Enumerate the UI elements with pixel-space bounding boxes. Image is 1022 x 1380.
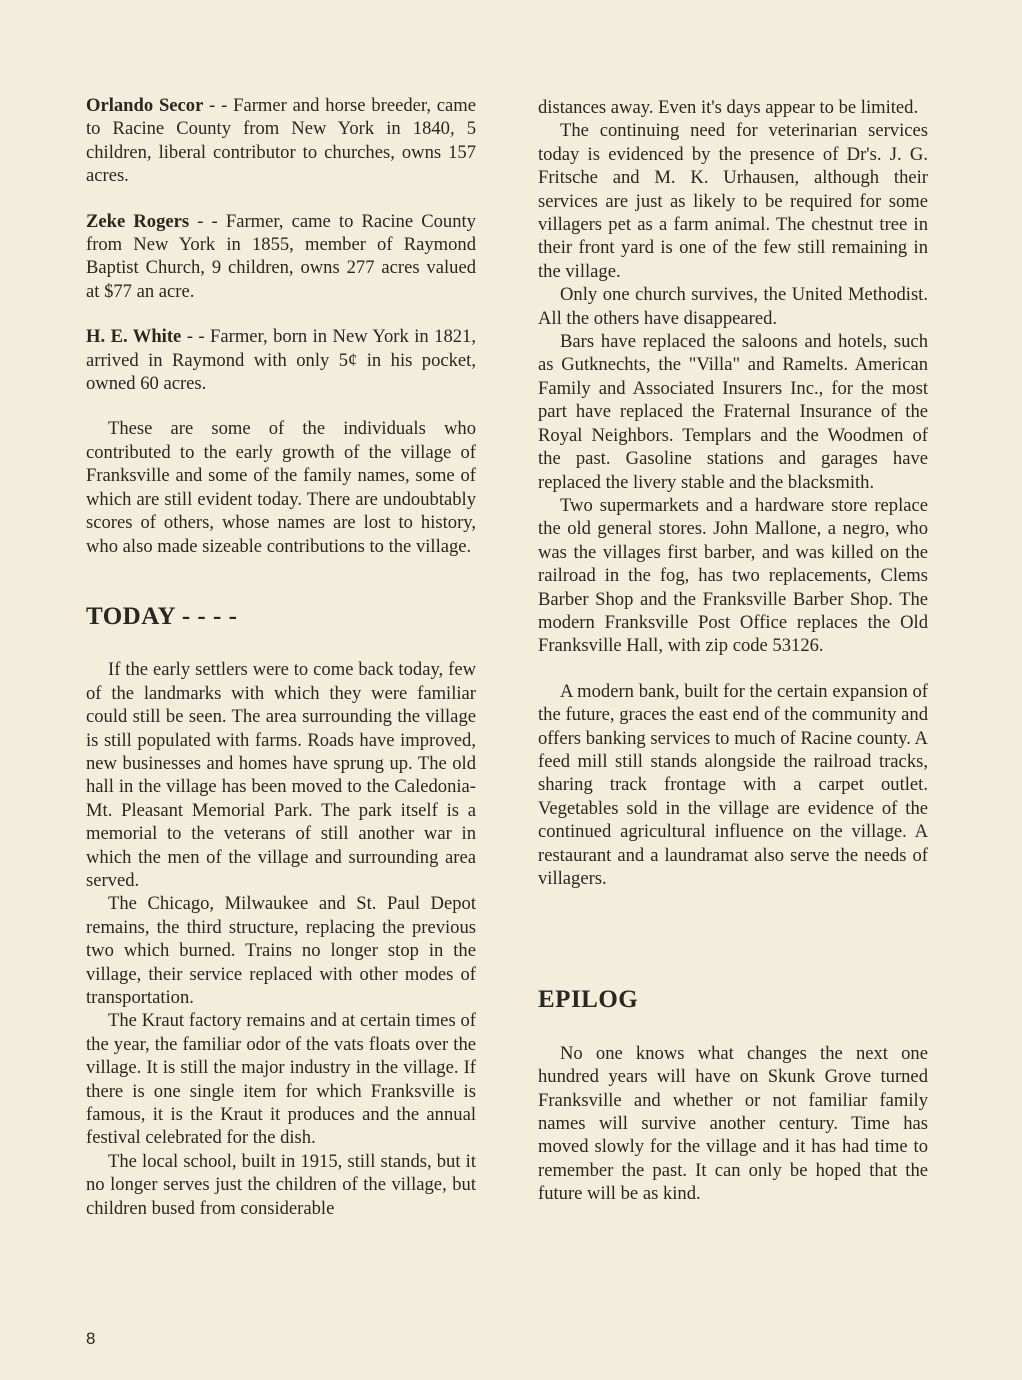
body-paragraph: The continuing need for veterinarian services today is evidenced by the presence of Dr's. J. G. Fritsche and M. K. Urhausen, although their services are just as likely to be required for some villagers pet as a farm animal. The chestnut tree in their front yard is one of the few still remaining in the village. <box>538 120 928 282</box>
body-paragraph: Only one church survives, the United Methodist. All the others have disappeared. <box>538 284 928 329</box>
epilog-paragraph: No one knows what changes the next one hundred years will have on Skunk Grove turned Franksville and whether or not familiar family names will survive another century. Time has moved slowly for the village and it has had time to remember the past. It can only be hoped that the future will be as kind. <box>538 1042 928 1205</box>
entry-text: Farmer, came to Racine County from New York in 1855, member of Raymond Baptist Church, 9 children, owns 277 acres valued at $77 an acre. <box>86 210 476 302</box>
entry-name: H. E. White <box>86 326 182 348</box>
spacer <box>538 890 928 988</box>
entry-separator: - - <box>203 95 234 116</box>
entry-zeke-rogers <box>86 210 476 304</box>
entry-separator: - - <box>181 326 211 348</box>
body-paragraph: Bars have replaced the saloons and hotels, such as Gutknechts, the "Villa" and Ramelts. American Family and Associated Insurers Inc., for the most part have replaced the Fraternal Insurance of the Royal Neighbors. Templars and the Woodmen of the past. Gasoline stations and garages have replaced the livery stable and the blacksmith. <box>538 331 928 493</box>
spacer <box>538 1012 928 1042</box>
continued-paragraph: distances away. Even it's days appear to be limited. <box>538 97 919 118</box>
today-paragraph: If the early settlers were to come back today, few of the landmarks with which they were familiar could still be seen. The area surrounding the village is still populated with farms. Roads have improved, new businesses and homes have sprung up. The old hall in the village has been moved to the Caledonia-Mt. Pleasant Memorial Park. The park itself is a memorial to the veterans of still another war in which the men of the village and surrounding area served. <box>86 659 476 891</box>
bank-paragraph: A modern bank, built for the certain expansion of the future, graces the east end of the community and offers banking services to much of Racine county. A feed mill still stands alongside the railroad tracks, sharing track frontage with a carpet outlet. Vegetables sold in the village are evidence of the continued agricultural influence on the village. A restaurant and a laundramat also serve the needs of villagers. <box>538 680 928 889</box>
spacer <box>86 628 476 658</box>
entry-he-white <box>86 325 476 395</box>
entry-orlando-secor <box>86 94 476 188</box>
entry-name: Orlando Secor <box>86 95 204 116</box>
today-paragraph: The Chicago, Milwaukee and St. Paul Depot remains, the third structure, replacing the previous two which burned. Trains no longer stop in the village, their service replaced with other modes of transportation. <box>86 893 476 1008</box>
right-column <box>538 96 928 1206</box>
intro-paragraph: These are some of the individuals who contributed to the early growth of the village of Franksville and some of the family names, some of which are still evident today. There are undoubtably scores of others, whose names are lost to history, who also made sizeable contributions to the village. <box>86 418 476 557</box>
page-number: 8 <box>86 1329 96 1348</box>
spacer <box>538 658 928 680</box>
entry-text: Farmer, born in New York in 1821, arrived in Raymond with only 5¢ in his pocket, owned 60 acres. <box>86 326 476 395</box>
entry-text: Farmer and horse breeder, came to Racine County from New York in 1840, 5 children, liberal contributor to churches, owns 157 acres. <box>86 95 476 187</box>
left-column <box>86 94 476 1220</box>
today-heading: TODAY - - - - <box>86 602 238 630</box>
epilog-heading: EPILOG <box>538 986 639 1014</box>
entry-name: Zeke Rogers <box>86 210 190 232</box>
spacer <box>86 558 476 605</box>
entry-separator: - - <box>189 210 226 232</box>
today-paragraph: The local school, built in 1915, still stands, but it no longer serves just the children of the village, but children bused from considerable <box>86 1150 476 1219</box>
body-paragraph: Two supermarkets and a hardware store replace the old general stores. John Mallone, a negro, who was the villages first barber, and was killed on the railroad in the fog, has two replacements, Clems Barber Shop and the Franksville Barber Shop. The modern Franksville Post Office replaces the Old Franksville Hall, with zip code 53126. <box>538 494 928 657</box>
today-paragraph: The Kraut factory remains and at certain times of the year, the familiar odor of the vats floats over the village. It is still the major industry in the village. If there is one single item for which Franksville is famous, it is the Kraut it produces and the annual festival celebrated for the dish. <box>86 1010 476 1149</box>
